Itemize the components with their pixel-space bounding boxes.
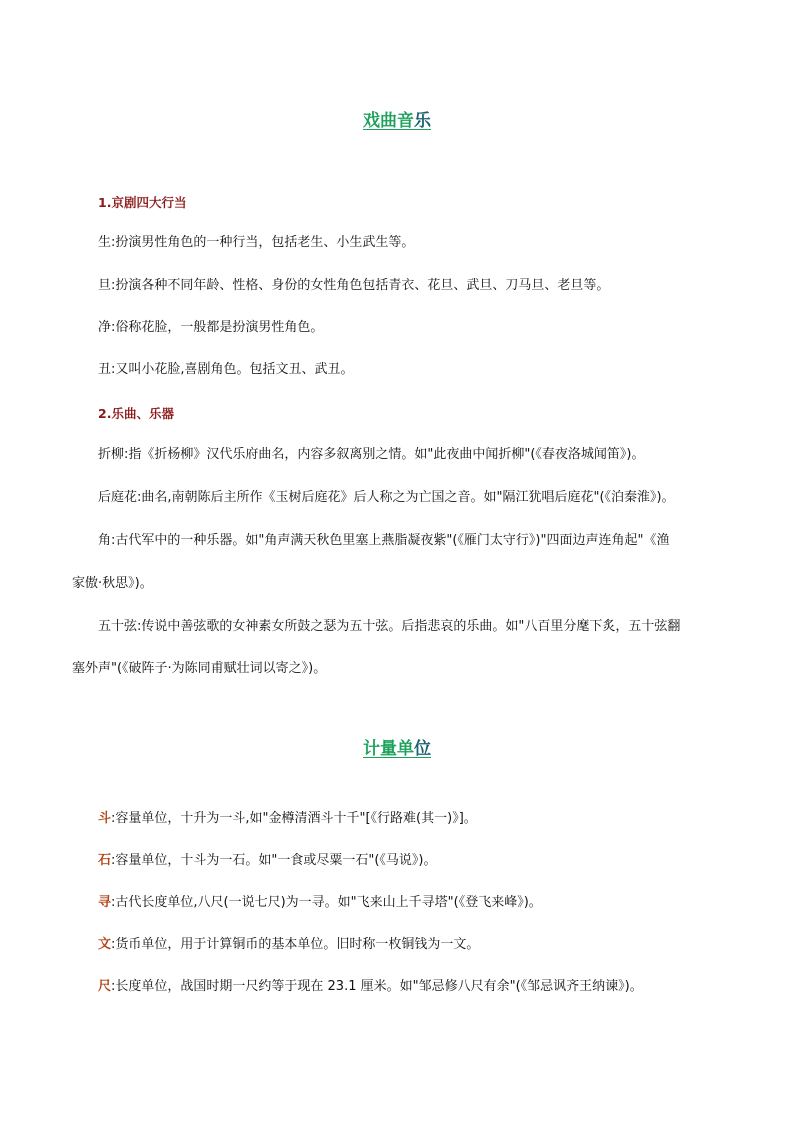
paragraph-wushixian-line2: 塞外声"(《破阵子·为陈同甫赋壮词以寄之》)。 xyxy=(72,661,327,676)
section-title-tail: 位 xyxy=(414,739,431,759)
unit-definition: :货币单位，用于计算铜币的基本单位。旧时称一枚铜钱为一文。 xyxy=(111,937,480,952)
unit-definition: :古代长度单位,八尺(一说七尺)为一寻。如"飞来山上千寻塔"(《登飞来峰》)。 xyxy=(111,895,542,910)
list-item-unit-dou xyxy=(98,811,477,827)
section-title-measure-units xyxy=(0,734,794,759)
list-item-unit-xun xyxy=(98,895,542,911)
paragraph-role-sheng: 生:扮演男性角色的一种行当，包括老生、小生武生等。 xyxy=(98,235,415,250)
paragraph-jiao-line1: 角:古代军中的一种乐器。如"角声满天秋色里塞上燕脂凝夜紫"(《雁门太守行》)"四面边声连角起"《渔 xyxy=(98,533,670,548)
unit-definition: :容量单位，十斗为一石。如"一食或尽粟一石"(《马说》)。 xyxy=(111,853,437,868)
section-title-main: 戏曲音 xyxy=(363,111,414,131)
paragraph-role-dan: 旦:扮演各种不同年龄、性格、身份的女性角色包括青衣、花旦、武旦、刀马旦、老旦等。 xyxy=(98,278,610,293)
list-item-unit-dan xyxy=(98,853,437,869)
subheading-peking-opera-roles: 1.京剧四大行当 xyxy=(98,195,187,210)
section-title-opera-music xyxy=(0,106,794,131)
section-title-main: 计量单 xyxy=(363,739,414,759)
paragraph-wushixian-line1: 五十弦:传说中善弦歌的女神素女所鼓之瑟为五十弦。后指悲哀的乐曲。如"八百里分麾下炙，五十弦翻 xyxy=(98,619,681,634)
subheading-music-instruments: 2.乐曲、乐器 xyxy=(98,406,174,421)
section-title-tail: 乐 xyxy=(414,111,431,131)
unit-term: 石 xyxy=(98,853,112,868)
paragraph-zheliu: 折柳:指《折杨柳》汉代乐府曲名，内容多叙离别之情。如"此夜曲中闻折柳"(《春夜洛城闻笛》)。 xyxy=(98,447,645,462)
paragraph-houtinghua: 后庭花:曲名,南朝陈后主所作《玉树后庭花》后人称之为亡国之音。如"隔江犹唱后庭花"(《泊秦淮》)。 xyxy=(98,490,675,505)
paragraph-role-chou: 丑:又叫小花脸,喜剧角色。包括文丑、武丑。 xyxy=(98,362,354,377)
paragraph-jiao-line2: 家傲·秋思》)。 xyxy=(72,576,153,591)
unit-definition: :容量单位，十升为一斗,如"金樽清酒斗十千"[《行路难(其一)》]。 xyxy=(111,811,477,826)
list-item-unit-wen xyxy=(98,937,479,953)
unit-term: 斗 xyxy=(98,811,112,826)
unit-term: 文 xyxy=(98,937,112,952)
list-item-unit-chi xyxy=(98,979,643,995)
unit-term: 尺 xyxy=(98,979,112,994)
paragraph-role-jing: 净:俗称花脸，一般都是扮演男性角色。 xyxy=(98,320,324,335)
unit-term: 寻 xyxy=(98,895,112,910)
unit-definition: :长度单位，战国时期一尺约等于现在 23.1 厘米。如"邹忌修八尺有余"(《邹忌讽齐王纳谏》)。 xyxy=(111,979,643,994)
